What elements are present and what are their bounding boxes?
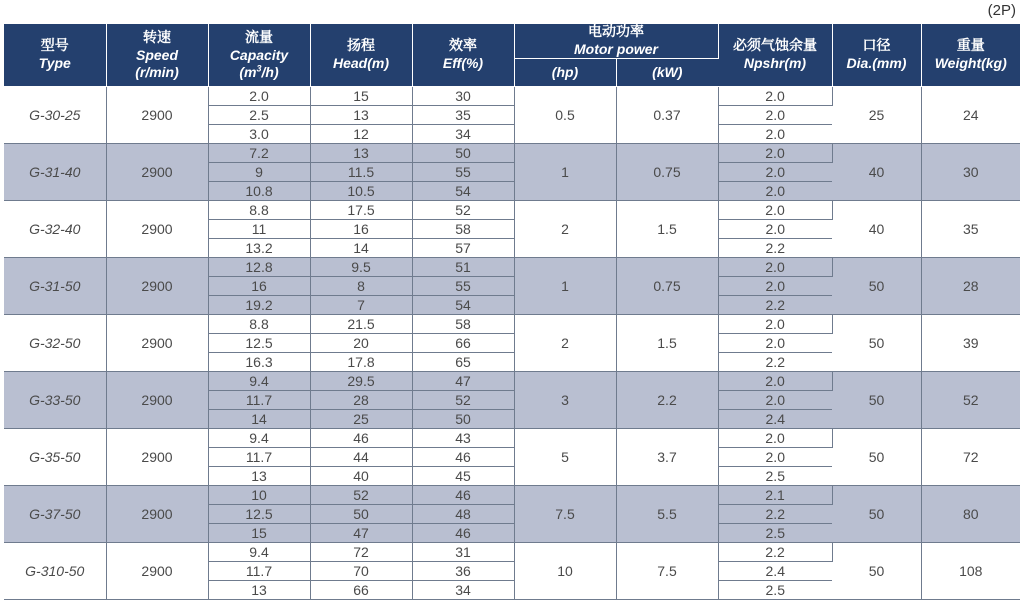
capacity-cell: 16 bbox=[208, 277, 310, 296]
table-row bbox=[4, 201, 1020, 220]
npshr-cell: 2.0 bbox=[718, 144, 832, 163]
eff-cell: 48 bbox=[412, 505, 514, 524]
weight-cell: 108 bbox=[921, 543, 1020, 600]
hp-cell: 7.5 bbox=[514, 486, 616, 543]
npshr-cell: 2.0 bbox=[718, 391, 832, 410]
hp-cell: 1 bbox=[514, 258, 616, 315]
npshr-cell: 2.0 bbox=[718, 429, 832, 448]
header-speed-unit: (r/min) bbox=[135, 63, 179, 80]
capacity-cell: 13 bbox=[208, 581, 310, 600]
page-code: (2P) bbox=[987, 2, 1016, 19]
speed-cell: 2900 bbox=[106, 315, 208, 372]
capacity-cell: 3.0 bbox=[208, 125, 310, 144]
table-row bbox=[4, 543, 1020, 562]
header-npshr-zh: 必须气蚀余量 bbox=[733, 38, 817, 54]
npshr-cell: 2.0 bbox=[718, 258, 832, 277]
kw-cell: 7.5 bbox=[616, 543, 718, 600]
head-cell: 72 bbox=[310, 543, 412, 562]
npshr-cell: 2.1 bbox=[718, 486, 832, 505]
head-cell: 16 bbox=[310, 220, 412, 239]
eff-cell: 65 bbox=[412, 353, 514, 372]
eff-cell: 35 bbox=[412, 106, 514, 125]
npshr-cell: 2.4 bbox=[718, 562, 832, 581]
table-row bbox=[4, 372, 1020, 391]
dia-cell: 40 bbox=[832, 201, 921, 258]
npshr-cell: 2.5 bbox=[718, 524, 832, 543]
npshr-cell: 2.0 bbox=[718, 106, 832, 125]
header-speed-zh: 转速 bbox=[143, 29, 171, 46]
npshr-cell: 2.2 bbox=[718, 353, 832, 372]
capacity-cell: 9.4 bbox=[208, 543, 310, 562]
header-npshr bbox=[718, 24, 832, 87]
head-cell: 7 bbox=[310, 296, 412, 315]
dia-cell: 50 bbox=[832, 429, 921, 486]
speed-cell: 2900 bbox=[106, 429, 208, 486]
model-cell: G-37-50 bbox=[4, 486, 106, 543]
head-cell: 13 bbox=[310, 106, 412, 125]
pump-spec-table bbox=[4, 24, 1020, 600]
npshr-cell: 2.2 bbox=[718, 505, 832, 524]
capacity-cell: 11.7 bbox=[208, 391, 310, 410]
dia-cell: 25 bbox=[832, 87, 921, 144]
eff-cell: 30 bbox=[412, 87, 514, 106]
header-npshr-en: Npshr(m) bbox=[743, 55, 807, 71]
capacity-cell: 11 bbox=[208, 220, 310, 239]
npshr-cell: 2.0 bbox=[718, 372, 832, 391]
capacity-cell: 9 bbox=[208, 163, 310, 182]
table-row bbox=[4, 87, 1020, 106]
eff-cell: 50 bbox=[412, 144, 514, 163]
model-cell: G-30-25 bbox=[4, 87, 106, 144]
capacity-cell: 13 bbox=[208, 467, 310, 486]
dia-cell: 40 bbox=[832, 144, 921, 201]
head-cell: 29.5 bbox=[310, 372, 412, 391]
eff-cell: 43 bbox=[412, 429, 514, 448]
capacity-cell: 12.8 bbox=[208, 258, 310, 277]
hp-cell: 1 bbox=[514, 144, 616, 201]
table-row bbox=[4, 486, 1020, 505]
capacity-cell: 15 bbox=[208, 524, 310, 543]
eff-cell: 47 bbox=[412, 372, 514, 391]
header-type-en: Type bbox=[38, 55, 71, 71]
header-dia-zh: 口径 bbox=[862, 38, 891, 54]
eff-cell: 34 bbox=[412, 125, 514, 144]
header-weight-zh: 重量 bbox=[956, 38, 985, 54]
model-group bbox=[4, 372, 1020, 429]
weight-cell: 24 bbox=[921, 87, 1020, 144]
head-cell: 17.5 bbox=[310, 201, 412, 220]
header-type-zh: 型号 bbox=[40, 38, 69, 54]
eff-cell: 57 bbox=[412, 239, 514, 258]
speed-cell: 2900 bbox=[106, 87, 208, 144]
header-capacity-zh: 流量 bbox=[245, 29, 273, 46]
eff-cell: 52 bbox=[412, 201, 514, 220]
header-dia-en: Dia.(mm) bbox=[846, 55, 907, 71]
capacity-cell: 11.7 bbox=[208, 562, 310, 581]
header-capacity-unit: $(m^3/h)$ bbox=[239, 62, 279, 80]
hp-cell: 5 bbox=[514, 429, 616, 486]
npshr-cell: 2.2 bbox=[718, 239, 832, 258]
kw-cell: 0.75 bbox=[616, 144, 718, 201]
npshr-cell: 2.0 bbox=[718, 201, 832, 220]
header-head bbox=[310, 24, 412, 87]
header-motor-power bbox=[514, 24, 718, 59]
npshr-cell: 2.0 bbox=[718, 87, 832, 106]
head-cell: 50 bbox=[310, 505, 412, 524]
header-eff-en: Eff(%) bbox=[442, 55, 484, 71]
kw-cell: 1.5 bbox=[616, 315, 718, 372]
hp-cell: 10 bbox=[514, 543, 616, 600]
head-cell: 44 bbox=[310, 448, 412, 467]
model-group bbox=[4, 429, 1020, 486]
npshr-cell: 2.5 bbox=[718, 467, 832, 486]
head-cell: 13 bbox=[310, 144, 412, 163]
speed-cell: 2900 bbox=[106, 144, 208, 201]
npshr-cell: 2.0 bbox=[718, 315, 832, 334]
model-group bbox=[4, 87, 1020, 144]
eff-cell: 58 bbox=[412, 220, 514, 239]
speed-cell: 2900 bbox=[106, 543, 208, 600]
head-cell: 21.5 bbox=[310, 315, 412, 334]
speed-cell: 2900 bbox=[106, 372, 208, 429]
weight-cell: 39 bbox=[921, 315, 1020, 372]
header-eff-zh: 效率 bbox=[449, 38, 477, 54]
head-cell: 20 bbox=[310, 334, 412, 353]
header-motor-power-zh: 电动功率 bbox=[588, 24, 644, 40]
head-cell: 25 bbox=[310, 410, 412, 429]
head-cell: 66 bbox=[310, 581, 412, 600]
npshr-cell: 2.4 bbox=[718, 410, 832, 429]
capacity-cell: 9.4 bbox=[208, 372, 310, 391]
speed-cell: 2900 bbox=[106, 258, 208, 315]
head-cell: 46 bbox=[310, 429, 412, 448]
header-head-zh: 扬程 bbox=[347, 38, 375, 54]
capacity-cell: 2.5 bbox=[208, 106, 310, 125]
weight-cell: 72 bbox=[921, 429, 1020, 486]
dia-cell: 50 bbox=[832, 258, 921, 315]
kw-cell: 0.75 bbox=[616, 258, 718, 315]
capacity-cell: 14 bbox=[208, 410, 310, 429]
capacity-cell: 11.7 bbox=[208, 448, 310, 467]
kw-cell: 2.2 bbox=[616, 372, 718, 429]
header-dia bbox=[832, 24, 921, 87]
eff-cell: 52 bbox=[412, 391, 514, 410]
dia-cell: 50 bbox=[832, 315, 921, 372]
capacity-cell: 12.5 bbox=[208, 334, 310, 353]
npshr-cell: 2.0 bbox=[718, 334, 832, 353]
capacity-cell: 10.8 bbox=[208, 182, 310, 201]
dia-cell: 50 bbox=[832, 486, 921, 543]
capacity-cell: 7.2 bbox=[208, 144, 310, 163]
eff-cell: 46 bbox=[412, 486, 514, 505]
dia-cell: 50 bbox=[832, 372, 921, 429]
eff-cell: 54 bbox=[412, 182, 514, 201]
dia-cell: 50 bbox=[832, 543, 921, 600]
model-cell: G-35-50 bbox=[4, 429, 106, 486]
model-cell: G-31-40 bbox=[4, 144, 106, 201]
head-cell: 28 bbox=[310, 391, 412, 410]
head-cell: 47 bbox=[310, 524, 412, 543]
model-cell: G-32-50 bbox=[4, 315, 106, 372]
weight-cell: 52 bbox=[921, 372, 1020, 429]
eff-cell: 46 bbox=[412, 448, 514, 467]
capacity-cell: 13.2 bbox=[208, 239, 310, 258]
model-cell: G-33-50 bbox=[4, 372, 106, 429]
capacity-cell: 12.5 bbox=[208, 505, 310, 524]
head-cell: 11.5 bbox=[310, 163, 412, 182]
header-hp: (hp) bbox=[514, 59, 616, 87]
eff-cell: 66 bbox=[412, 334, 514, 353]
eff-cell: 55 bbox=[412, 163, 514, 182]
capacity-cell: 16.3 bbox=[208, 353, 310, 372]
capacity-cell: 9.4 bbox=[208, 429, 310, 448]
head-cell: 70 bbox=[310, 562, 412, 581]
model-group bbox=[4, 258, 1020, 315]
header-kw: (kW) bbox=[616, 59, 718, 87]
npshr-cell: 2.0 bbox=[718, 163, 832, 182]
header-capacity-en: Capacity bbox=[229, 46, 289, 63]
head-cell: 9.5 bbox=[310, 258, 412, 277]
hp-cell: 0.5 bbox=[514, 87, 616, 144]
capacity-cell: 19.2 bbox=[208, 296, 310, 315]
model-cell: G-32-40 bbox=[4, 201, 106, 258]
npshr-cell: 2.0 bbox=[718, 448, 832, 467]
npshr-cell: 2.0 bbox=[718, 182, 832, 201]
header-speed bbox=[106, 24, 208, 87]
npshr-cell: 2.2 bbox=[718, 543, 832, 562]
kw-cell: 0.37 bbox=[616, 87, 718, 144]
header-capacity bbox=[208, 24, 310, 87]
kw-cell: 3.7 bbox=[616, 429, 718, 486]
capacity-cell: 2.0 bbox=[208, 87, 310, 106]
capacity-cell: 8.8 bbox=[208, 315, 310, 334]
model-group bbox=[4, 543, 1020, 600]
speed-cell: 2900 bbox=[106, 486, 208, 543]
table-row bbox=[4, 258, 1020, 277]
kw-cell: 5.5 bbox=[616, 486, 718, 543]
hp-cell: 2 bbox=[514, 315, 616, 372]
npshr-cell: 2.0 bbox=[718, 277, 832, 296]
eff-cell: 54 bbox=[412, 296, 514, 315]
kw-cell: 1.5 bbox=[616, 201, 718, 258]
model-group bbox=[4, 315, 1020, 372]
speed-cell: 2900 bbox=[106, 201, 208, 258]
weight-cell: 80 bbox=[921, 486, 1020, 543]
head-cell: 14 bbox=[310, 239, 412, 258]
header-motor-power-en: Motor power bbox=[574, 41, 658, 57]
eff-cell: 51 bbox=[412, 258, 514, 277]
head-cell: 8 bbox=[310, 277, 412, 296]
hp-cell: 3 bbox=[514, 372, 616, 429]
weight-cell: 30 bbox=[921, 144, 1020, 201]
head-cell: 15 bbox=[310, 87, 412, 106]
eff-cell: 31 bbox=[412, 543, 514, 562]
table-row bbox=[4, 315, 1020, 334]
capacity-cell: 8.8 bbox=[208, 201, 310, 220]
npshr-cell: 2.0 bbox=[718, 220, 832, 239]
model-cell: G-31-50 bbox=[4, 258, 106, 315]
capacity-cell: 10 bbox=[208, 486, 310, 505]
npshr-cell: 2.2 bbox=[718, 296, 832, 315]
table-row bbox=[4, 429, 1020, 448]
eff-cell: 50 bbox=[412, 410, 514, 429]
table-row bbox=[4, 144, 1020, 163]
eff-cell: 45 bbox=[412, 467, 514, 486]
npshr-cell: 2.5 bbox=[718, 581, 832, 600]
header-weight-en: Weight(kg) bbox=[934, 55, 1007, 71]
weight-cell: 35 bbox=[921, 201, 1020, 258]
eff-cell: 46 bbox=[412, 524, 514, 543]
head-cell: 10.5 bbox=[310, 182, 412, 201]
header-speed-en: Speed bbox=[135, 46, 178, 63]
hp-cell: 2 bbox=[514, 201, 616, 258]
model-group bbox=[4, 486, 1020, 543]
head-cell: 17.8 bbox=[310, 353, 412, 372]
head-cell: 52 bbox=[310, 486, 412, 505]
eff-cell: 58 bbox=[412, 315, 514, 334]
eff-cell: 34 bbox=[412, 581, 514, 600]
head-cell: 12 bbox=[310, 125, 412, 144]
model-group bbox=[4, 144, 1020, 201]
header-head-en: Head(m) bbox=[332, 55, 389, 71]
header-type bbox=[4, 24, 106, 87]
eff-cell: 36 bbox=[412, 562, 514, 581]
model-cell: G-310-50 bbox=[4, 543, 106, 600]
head-cell: 40 bbox=[310, 467, 412, 486]
weight-cell: 28 bbox=[921, 258, 1020, 315]
header-eff bbox=[412, 24, 514, 87]
eff-cell: 55 bbox=[412, 277, 514, 296]
model-group bbox=[4, 201, 1020, 258]
npshr-cell: 2.0 bbox=[718, 125, 832, 144]
header-weight bbox=[921, 24, 1020, 87]
